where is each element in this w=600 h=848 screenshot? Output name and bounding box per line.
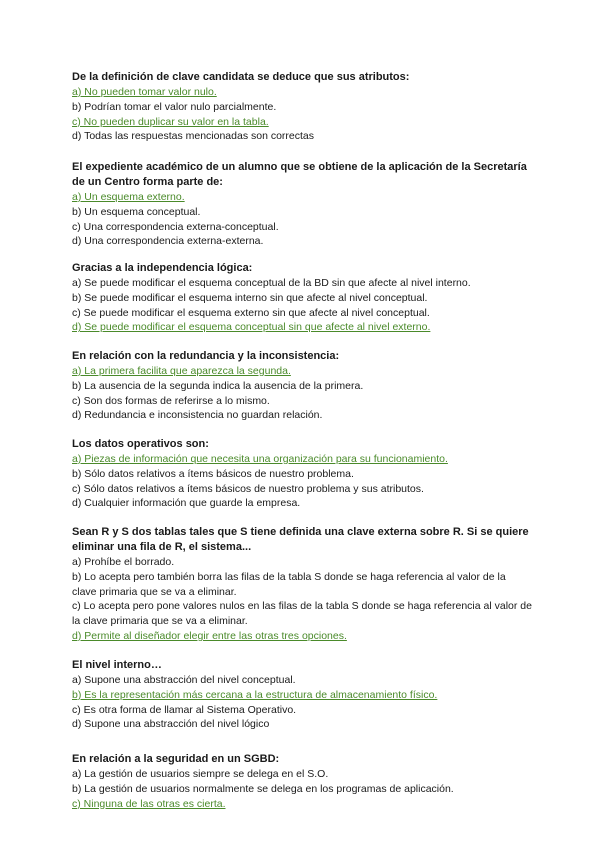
answer-option: d) Todas las respuestas mencionadas son correctas [72, 130, 315, 143]
answer-option-correct: c) Ninguna de las otras es cierta. [72, 797, 226, 810]
question-title: Los datos operativos son: [72, 438, 209, 450]
answer-option: c) Sólo datos relativos a ítems básicos de nuestro problema y sus atributos. [72, 482, 424, 495]
question-title: Sean R y S dos tablas tales que S tiene definida una clave externa sobre R. Si se quiere eliminar una fila de R, el sistema... [72, 526, 529, 553]
question-title: Gracias a la independencia lógica: [72, 262, 253, 274]
answer-option: b) La ausencia de la segunda indica la ausencia de la primera. [72, 379, 364, 392]
answer-option: a) Se puede modificar el esquema conceptual de la BD sin que afecte al nivel interno. [72, 277, 471, 289]
answer-option: c) Lo acepta pero pone valores nulos en las filas de la tabla S donde se haga referencia al valor de la clave primaria que se va a eliminar. [72, 600, 532, 628]
answer-option: b) Sólo datos relativos a ítems básicos de nuestro problema. [72, 467, 354, 480]
answer-option: b) Lo acepta pero también borra las filas de la tabla S donde se haga referencia al valor de la clave primaria que se va a eliminar. [72, 570, 506, 598]
answer-option: b) Se puede modificar el esquema interno sin que afecte al nivel conceptual. [72, 291, 428, 304]
answer-option: a) Supone una abstracción del nivel conceptual. [72, 674, 296, 686]
question-title: De la definición de clave candidata se deduce que sus atributos: [72, 71, 410, 83]
answer-option: d) Redundancia e inconsistencia no guardan relación. [72, 409, 323, 422]
answer-option: b) La gestión de usuarios normalmente se delega en los programas de aplicación. [72, 782, 454, 795]
answer-option: c) Se puede modificar el esquema externo sin que afecte al nivel conceptual. [72, 306, 430, 319]
answer-option-correct: c) No pueden duplicar su valor en la tabla. [72, 115, 269, 128]
answer-option-correct: a) No pueden tomar valor nulo. [72, 86, 217, 98]
answer-option-correct: d) Permite al diseñador elegir entre las otras tres opciones. [72, 629, 347, 642]
answer-option: b) Un esquema conceptual. [72, 205, 201, 218]
answer-option: c) Son dos formas de referirse a lo mismo. [72, 394, 270, 407]
question-2 [72, 160, 532, 249]
question-5 [72, 437, 532, 511]
answer-option-correct: a) La primera facilita que aparezca la segunda. [72, 365, 291, 377]
question-4 [72, 349, 532, 423]
answer-option-correct: d) Se puede modificar el esquema conceptual sin que afecte al nivel externo. [72, 321, 431, 334]
question-7 [72, 658, 532, 732]
answer-option-correct: b) Es la representación más cercana a la estructura de almacenamiento físico. [72, 688, 438, 701]
question-title: En relación a la seguridad en un SGBD: [72, 753, 280, 765]
answer-option: c) Es otra forma de llamar al Sistema Operativo. [72, 703, 297, 716]
answer-option: a) Prohíbe el borrado. [72, 556, 175, 568]
question-8 [72, 752, 532, 811]
question-6 [72, 525, 532, 644]
answer-option: a) La gestión de usuarios siempre se delega en el S.O. [72, 768, 329, 780]
question-title: En relación con la redundancia y la inconsistencia: [72, 350, 340, 362]
question-3 [72, 261, 532, 335]
answer-option: c) Una correspondencia externa-conceptual. [72, 220, 279, 233]
answer-option: d) Una correspondencia externa-externa. [72, 235, 264, 248]
answer-option: d) Supone una abstracción del nivel lógico [72, 718, 270, 731]
question-title: El nivel interno… [72, 659, 162, 671]
question-1 [72, 70, 532, 144]
answer-option: b) Podrían tomar el valor nulo parcialmente. [72, 100, 277, 113]
answer-option-correct: a) Piezas de información que necesita una organización para su funcionamiento. [72, 453, 448, 465]
answer-option-correct: a) Un esquema externo. [72, 191, 185, 203]
question-title: El expediente académico de un alumno que se obtiene de la aplicación de la Secretaría de un Centro forma parte de: [72, 161, 527, 188]
answer-option: d) Cualquier información que guarde la empresa. [72, 497, 301, 510]
